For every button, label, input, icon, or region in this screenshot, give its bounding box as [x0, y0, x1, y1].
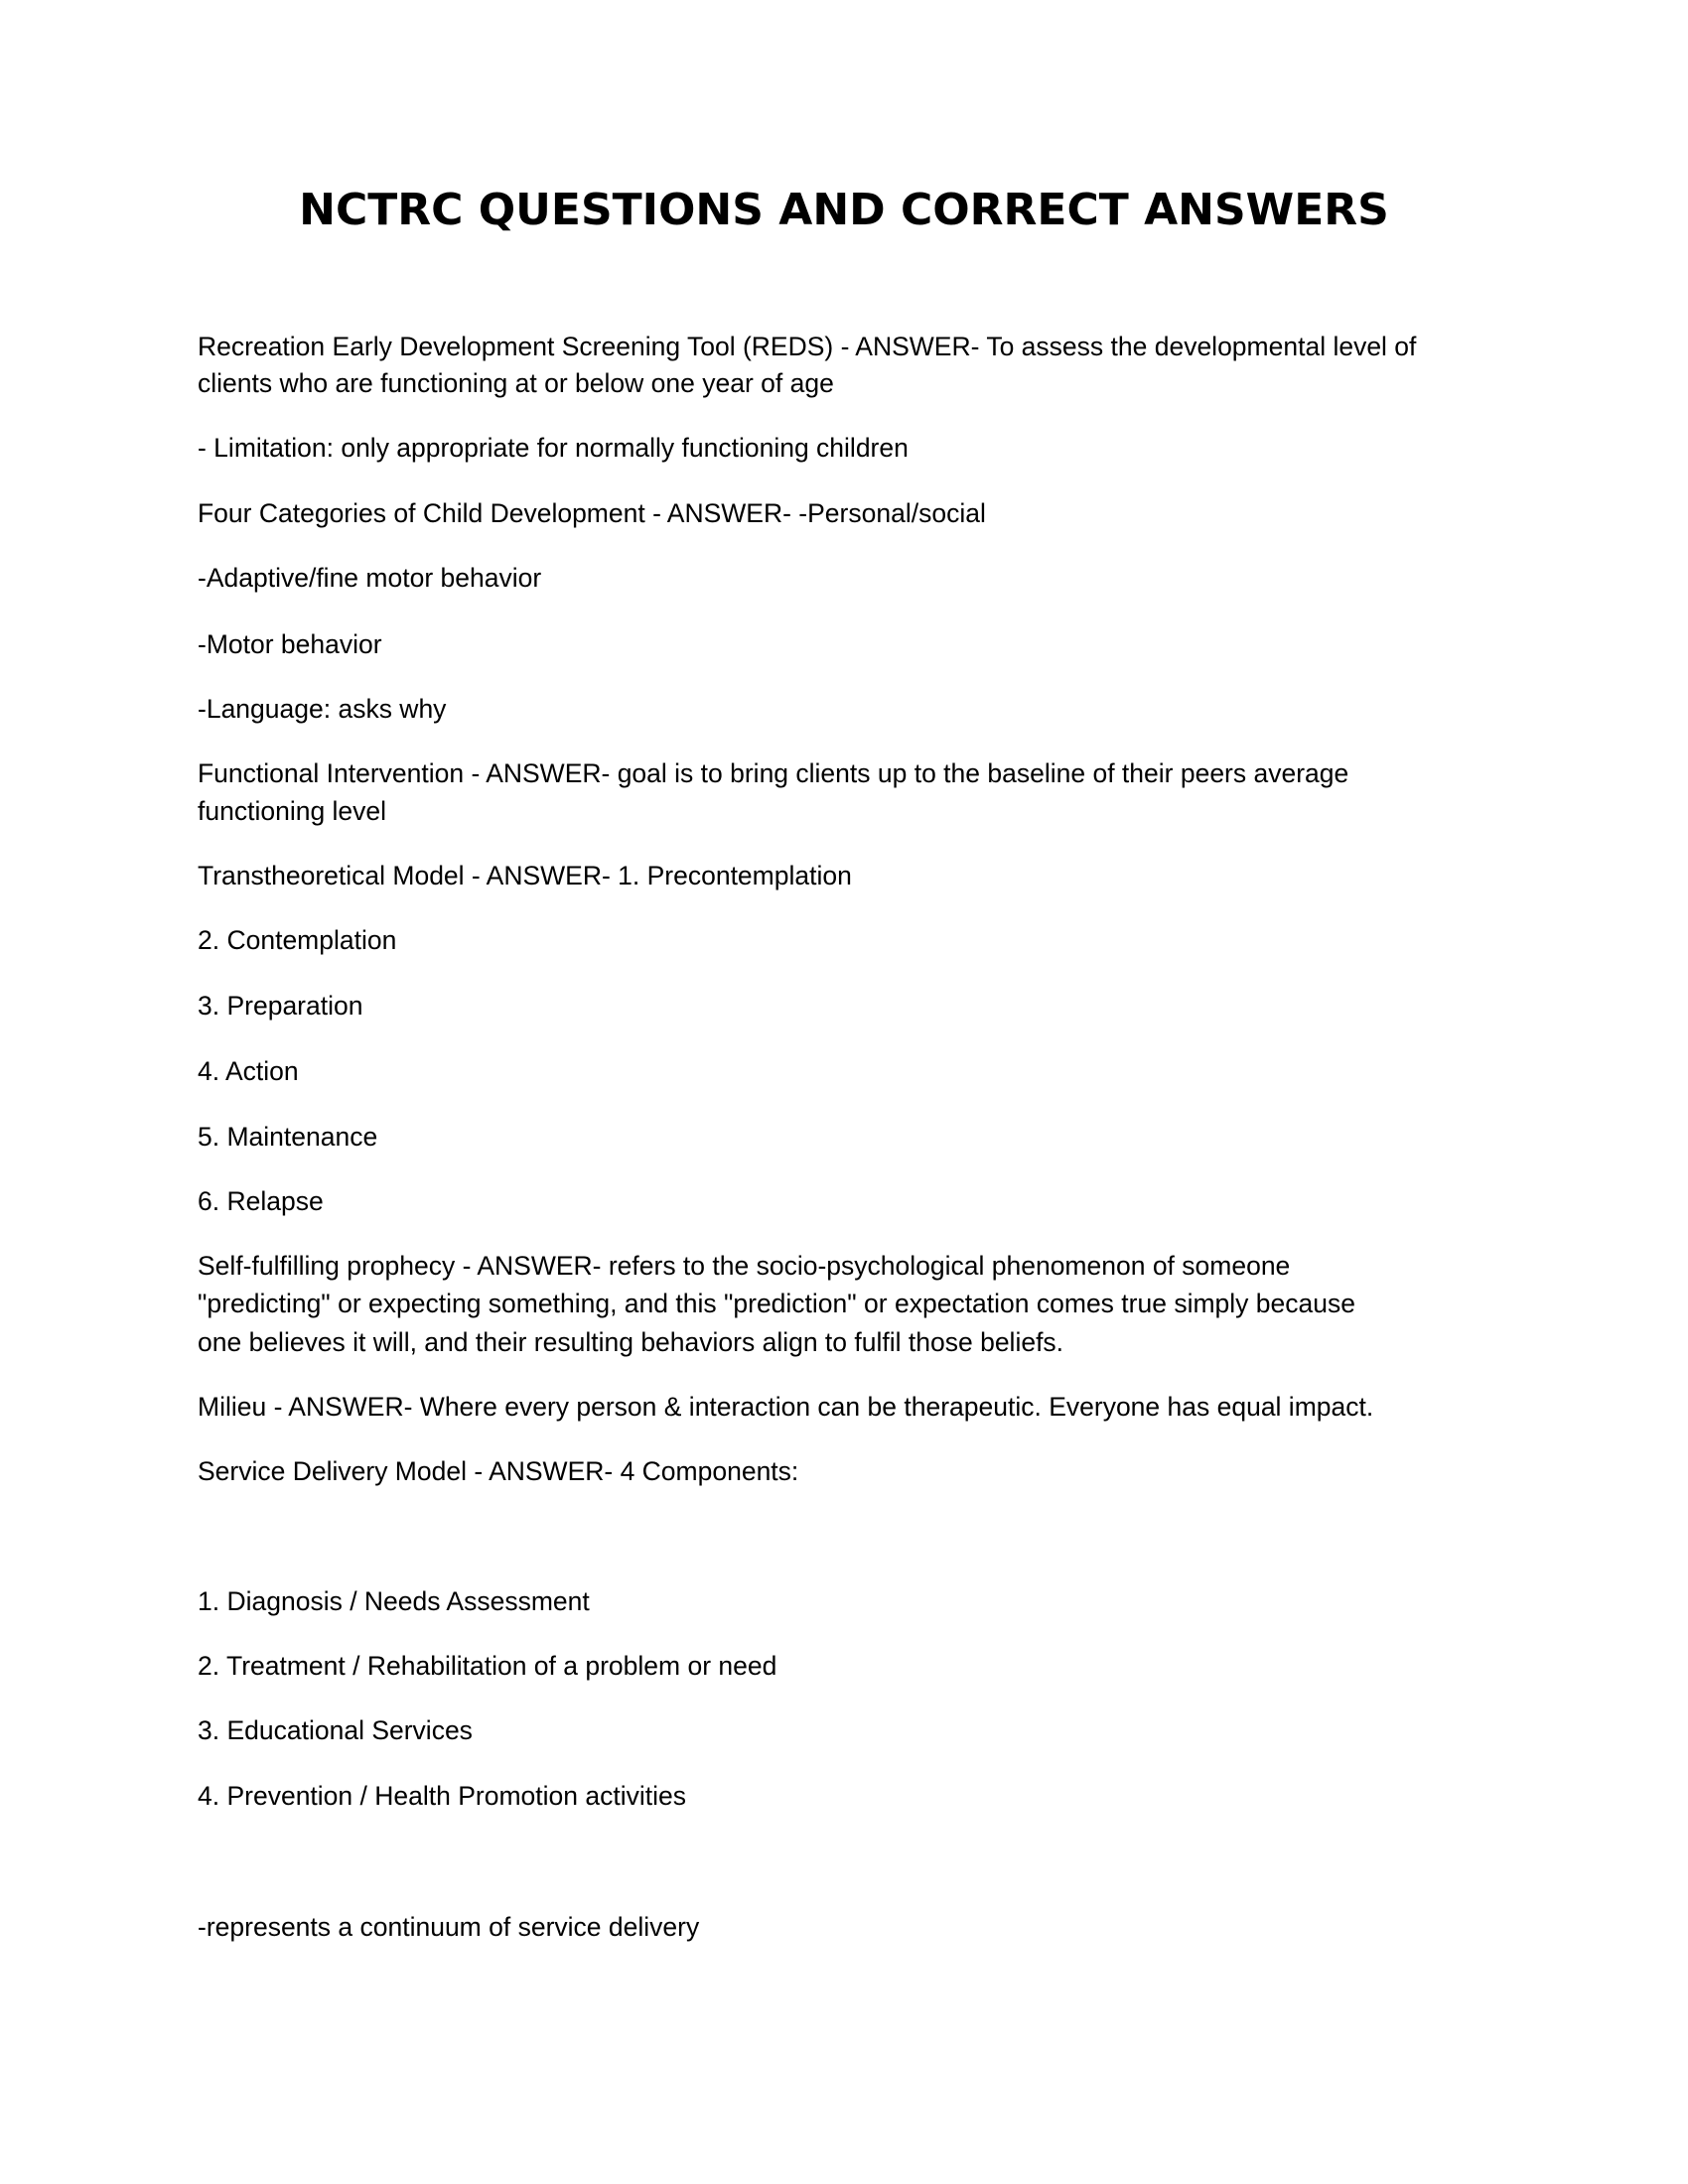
- paragraph-line: 6. Relapse: [198, 1186, 324, 1216]
- page-title: NCTRC QUESTIONS AND CORRECT ANSWERS: [299, 185, 1389, 235]
- paragraph-line: -Motor behavior: [198, 629, 382, 659]
- paragraph-line: 3. Preparation: [198, 991, 363, 1021]
- paragraph-line: Transtheoretical Model - ANSWER- 1. Precontemplation: [198, 861, 852, 890]
- paragraph-line: functioning level: [198, 796, 387, 826]
- paragraph-line: -represents a continuum of service delivery: [198, 1912, 700, 1942]
- paragraph-line: -Adaptive/fine motor behavior: [198, 563, 542, 593]
- paragraph-line: - Limitation: only appropriate for normally functioning children: [198, 433, 909, 463]
- paragraph-line: Functional Intervention - ANSWER- goal is to bring clients up to the baseline of their peers average: [198, 758, 1349, 788]
- paragraph-line: "predicting" or expecting something, and this "prediction" or expectation comes true simply because: [198, 1289, 1355, 1318]
- paragraph-line: 2. Treatment / Rehabilitation of a problem or need: [198, 1651, 777, 1681]
- paragraph-line: -Language: asks why: [198, 694, 447, 724]
- paragraph-line: Milieu - ANSWER- Where every person & interaction can be therapeutic. Everyone has equal impact.: [198, 1392, 1374, 1422]
- paragraph-line: 3. Educational Services: [198, 1715, 473, 1745]
- paragraph-reds-line: Recreation Early Development Screening Tool (REDS) - ANSWER- To assess the developmental level of: [198, 332, 1417, 361]
- paragraph-line: 2. Contemplation: [198, 925, 397, 955]
- paragraph-line: one believes it will, and their resulting behaviors align to fulfil those beliefs.: [198, 1327, 1064, 1357]
- paragraph-line: 5. Maintenance: [198, 1122, 378, 1152]
- paragraph-line: Self-fulfilling prophecy - ANSWER- refers to the socio-psychological phenomenon of someone: [198, 1251, 1291, 1281]
- paragraph-line: Service Delivery Model - ANSWER- 4 Components:: [198, 1456, 799, 1486]
- paragraph-line: Four Categories of Child Development - ANSWER- -Personal/social: [198, 498, 986, 528]
- paragraph-reds-line: clients who are functioning at or below one year of age: [198, 368, 834, 398]
- paragraph-line: 1. Diagnosis / Needs Assessment: [198, 1586, 590, 1616]
- paragraph-line: 4. Action: [198, 1056, 299, 1086]
- paragraph-line: 4. Prevention / Health Promotion activities: [198, 1781, 686, 1811]
